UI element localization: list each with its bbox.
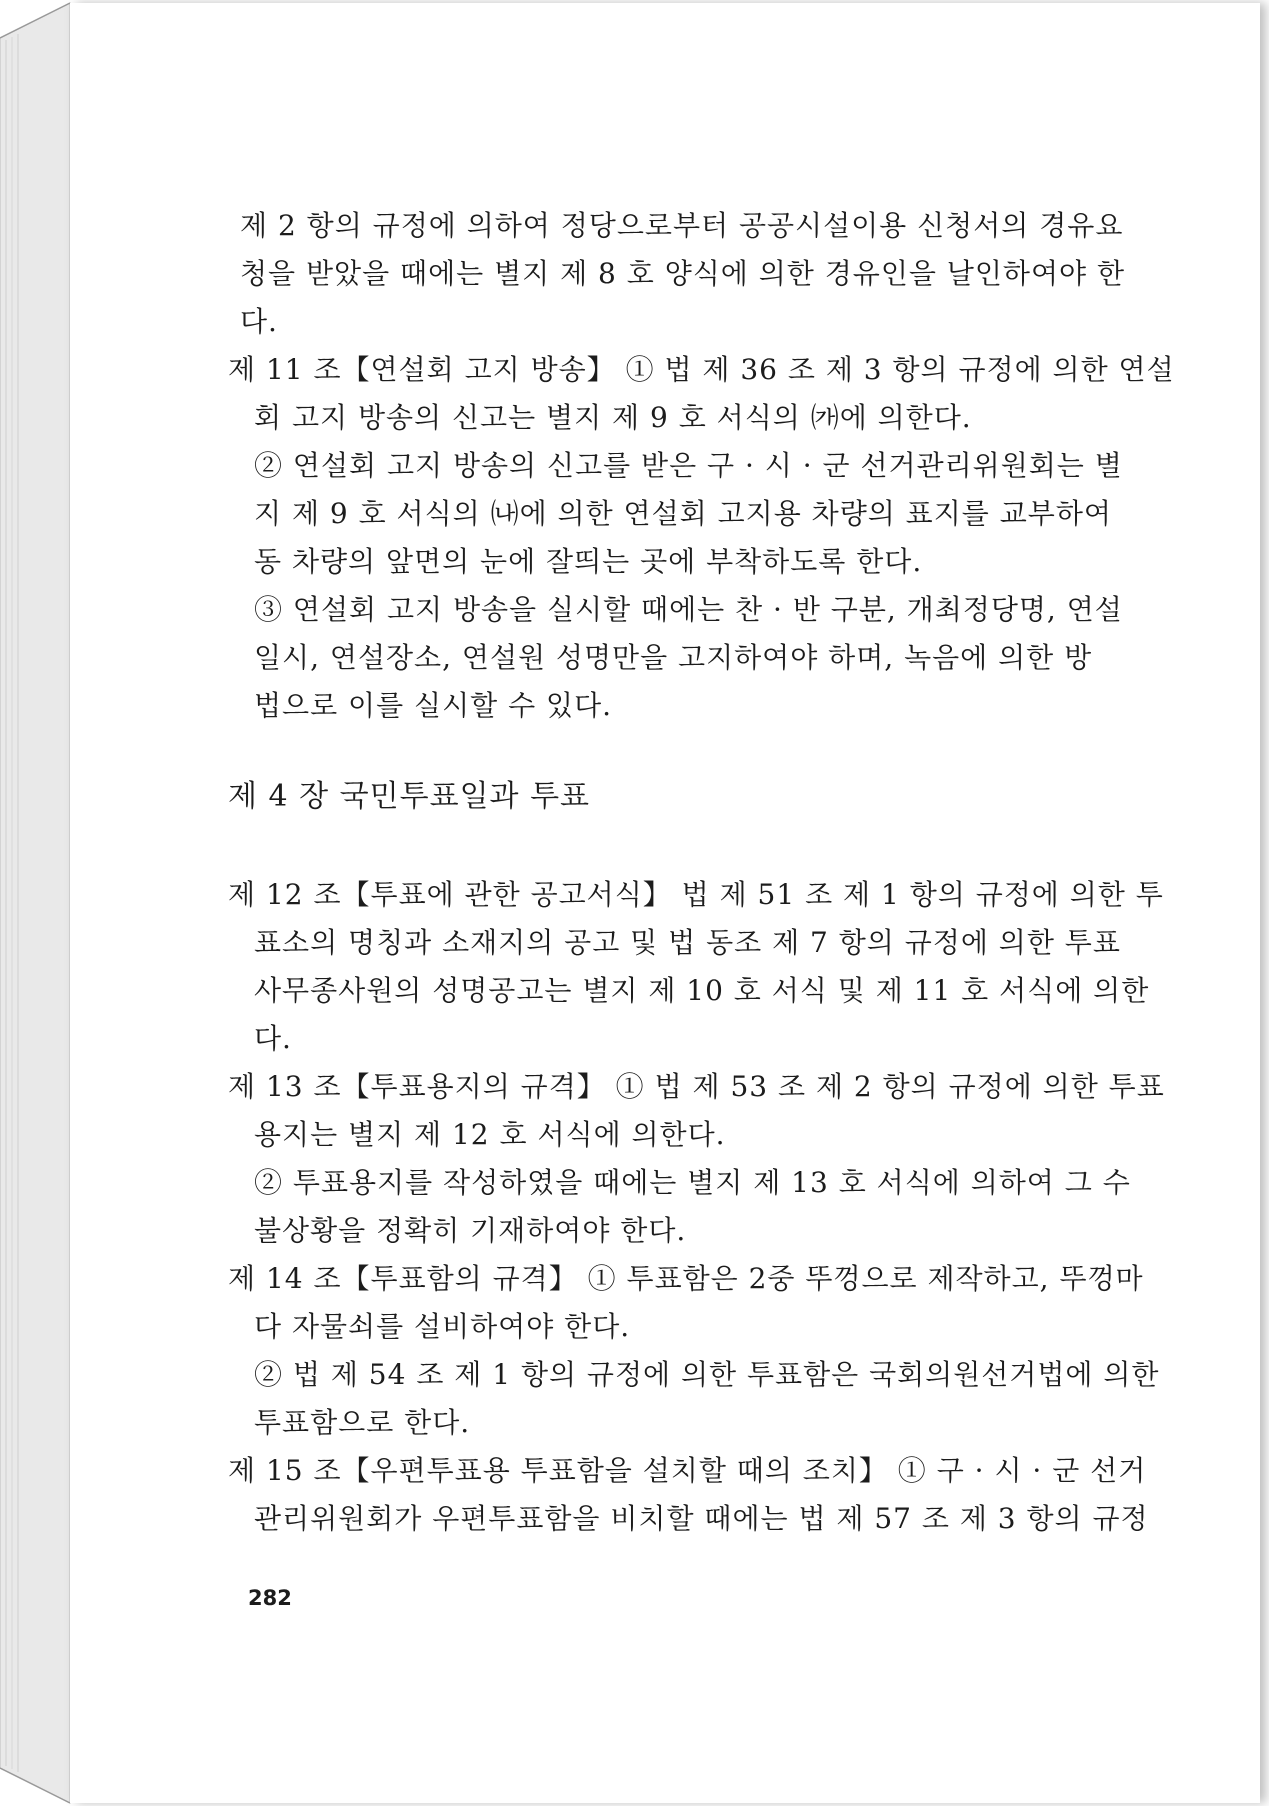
text-line: ③ 연설회 고지 방송을 실시할 때에는 찬 · 반 구분, 개최정당명, 연설 <box>254 593 1123 626</box>
article-15 <box>228 1447 1149 1543</box>
text-line: 표소의 명칭과 소재지의 공고 및 법 동조 제 7 항의 규정에 의한 투표 <box>254 926 1121 959</box>
text-line: 일시, 연설장소, 연설원 성명만을 고지하여야 하며, 녹음에 의한 방 <box>254 641 1093 674</box>
text-line: 다. <box>240 305 278 338</box>
text-line: 청을 받았을 때에는 별지 제 8 호 양식에 의한 경유인을 날인하여야 한 <box>240 257 1126 290</box>
text-line: 법으로 이를 실시할 수 있다. <box>254 689 613 722</box>
article-heading-line: 제 13 조【투표용지의 규격】 ① 법 제 53 조 제 2 항의 규정에 의한 투표 <box>228 1070 1165 1103</box>
article-heading-line: 제 11 조【연설회 고지 방송】 ① 법 제 36 조 제 3 항의 규정에 의한 연설 <box>228 353 1175 386</box>
article-heading-line: 제 15 조【우편투표용 투표함을 설치할 때의 조치】 ① 구 · 시 · 군 선거 <box>228 1454 1147 1487</box>
article-heading-line: 제 12 조【투표에 관한 공고서식】 법 제 51 조 제 1 항의 규정에 의한 투 <box>228 878 1164 911</box>
text-line: 동 차량의 앞면의 눈에 잘띄는 곳에 부착하도록 한다. <box>254 545 923 578</box>
text-line: 다 자물쇠를 설비하여야 한다. <box>254 1310 631 1343</box>
chapter-heading: 제 4 장 국민투표일과 투표 <box>228 779 591 814</box>
page-number: 282 <box>248 1586 292 1610</box>
article-14 <box>228 1255 1160 1447</box>
paragraph-continuation <box>240 202 1126 346</box>
text-line: 용지는 별지 제 12 호 서식에 의한다. <box>254 1118 726 1151</box>
article-heading-line: 제 14 조【투표함의 규격】 ① 투표함은 2중 뚜껑으로 제작하고, 뚜껑마 <box>228 1262 1144 1295</box>
text-line: ② 연설회 고지 방송의 신고를 받은 구 · 시 · 군 선거관리위원회는 별 <box>254 449 1123 482</box>
text-line: ② 투표용지를 작성하였을 때에는 별지 제 13 호 서식에 의하여 그 수 <box>254 1166 1131 1199</box>
text-line: 다. <box>254 1022 292 1055</box>
text-line: 회 고지 방송의 신고는 별지 제 9 호 서식의 ㈎에 의한다. <box>254 401 972 434</box>
text-line: 투표함으로 한다. <box>254 1406 471 1439</box>
text-line: 관리위원회가 우편투표함을 비치할 때에는 법 제 57 조 제 3 항의 규정 <box>254 1502 1149 1535</box>
article-11 <box>228 346 1175 730</box>
text-line: 불상황을 정확히 기재하여야 한다. <box>254 1214 687 1247</box>
text-line: ② 법 제 54 조 제 1 항의 규정에 의한 투표함은 국회의원선거법에 의한 <box>254 1358 1160 1391</box>
text-line: 지 제 9 호 서식의 ㈏에 의한 연설회 고지용 차량의 표지를 교부하여 <box>254 497 1112 530</box>
text-line: 제 2 항의 규정에 의하여 정당으로부터 공공시설이용 신청서의 경유요 <box>240 209 1124 242</box>
text-line: 사무종사원의 성명공고는 별지 제 10 호 서식 및 제 11 호 서식에 의한 <box>254 974 1150 1007</box>
article-12 <box>228 871 1164 1063</box>
article-13 <box>228 1063 1165 1255</box>
